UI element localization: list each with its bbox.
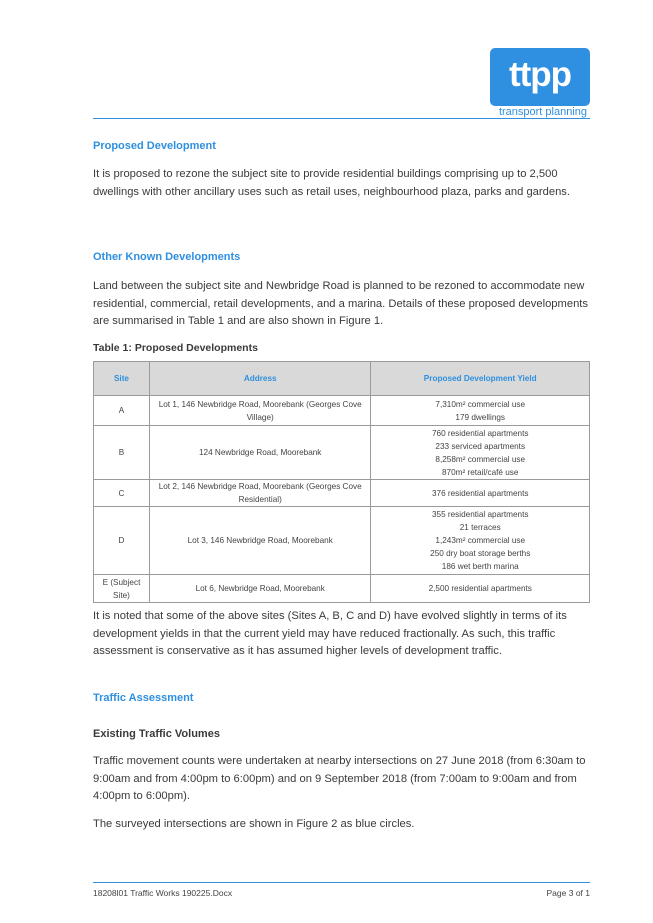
yield-line: 376 residential apartments bbox=[431, 488, 529, 498]
cell-yield bbox=[371, 396, 590, 426]
table-header-row bbox=[94, 362, 590, 396]
header-yield: Proposed Development Yield bbox=[371, 362, 590, 396]
cell-site: D bbox=[94, 507, 150, 575]
ttpp-logo: ttpp bbox=[490, 48, 590, 106]
yield-line: 355 residential apartments bbox=[431, 510, 529, 519]
header-address: Address bbox=[149, 362, 371, 396]
table-caption: Table 1: Proposed Developments bbox=[93, 342, 258, 354]
yield-line: 1,243m² commercial use bbox=[435, 536, 526, 545]
cell-yield bbox=[371, 507, 590, 575]
table-row bbox=[94, 575, 590, 603]
footer-divider bbox=[93, 882, 590, 883]
yield-line: 250 dry boat storage berths bbox=[430, 549, 531, 558]
cell-site: E (Subject Site) bbox=[94, 575, 150, 603]
para-traffic-counts: Traffic movement counts were undertaken at nearby intersections on 27 June 2018 (from 6:30am to 9:00am and from 4:00pm to 6:00pm) and on 9 September 2018 (from 7:00am to 9:00am and from 4:00pm to 6:00pm). bbox=[93, 755, 586, 802]
para-yield-note: It is noted that some of the above sites (Sites A, B, C and D) have evolved slightly in terms of its development yields in that the current yield may have reduced fractionally. As such, this traffic assessment is conservative as it has assumed higher levels of development traffic. bbox=[93, 610, 567, 657]
cell-address: Lot 1, 146 Newbridge Road, Moorebank (Georges Cove Village) bbox=[149, 396, 371, 426]
table-row bbox=[94, 507, 590, 575]
heading-traffic-assessment: Traffic Assessment bbox=[93, 692, 194, 704]
yield-line: 179 dwellings bbox=[455, 412, 506, 422]
table-row bbox=[94, 396, 590, 426]
cell-address: Lot 6, Newbridge Road, Moorebank bbox=[149, 575, 371, 603]
para-surveyed-intersections: The surveyed intersections are shown in Figure 2 as blue circles. bbox=[93, 818, 415, 830]
cell-site: A bbox=[94, 396, 150, 426]
header-divider bbox=[93, 118, 590, 119]
cell-address: Lot 2, 146 Newbridge Road, Moorebank (Georges Cove Residential) bbox=[149, 480, 371, 507]
yield-line: 21 terraces bbox=[459, 523, 501, 532]
yield-line: 2,500 residential apartments bbox=[428, 584, 532, 593]
logo-tagline: transport planning bbox=[498, 106, 587, 118]
heading-proposed-development: Proposed Development bbox=[93, 140, 216, 152]
yield-line: 870m² retail/café use bbox=[441, 467, 519, 477]
footer-filename: 18208l01 Traffic Works 190225.Docx bbox=[93, 888, 233, 898]
footer-page-number: Page 3 of 1 bbox=[546, 888, 590, 898]
table-row bbox=[94, 426, 590, 480]
yield-line: 7,310m² commercial use bbox=[435, 399, 526, 409]
cell-address: Lot 3, 146 Newbridge Road, Moorebank bbox=[149, 507, 371, 575]
table-row bbox=[94, 480, 590, 507]
cell-yield bbox=[371, 426, 590, 480]
cell-site: C bbox=[94, 480, 150, 507]
yield-line: 760 residential apartments bbox=[431, 428, 529, 438]
yield-line: 8,258m² commercial use bbox=[435, 454, 526, 464]
header-site: Site bbox=[94, 362, 150, 396]
cell-address: 124 Newbridge Road, Moorebank bbox=[149, 426, 371, 480]
cell-site: B bbox=[94, 426, 150, 480]
cell-yield bbox=[371, 575, 590, 603]
yield-line: 233 serviced apartments bbox=[435, 441, 526, 451]
yield-line: 186 wet berth marina bbox=[441, 562, 519, 571]
heading-existing-traffic-volumes: Existing Traffic Volumes bbox=[93, 728, 220, 740]
heading-other-developments: Other Known Developments bbox=[93, 251, 241, 263]
developments-table bbox=[93, 361, 590, 603]
cell-yield bbox=[371, 480, 590, 507]
para-proposed-development: It is proposed to rezone the subject site to provide residential buildings comprising up to 2,500 dwellings with other ancillary uses such as retail uses, neighbourhood plaza, parks and gardens. bbox=[93, 168, 570, 198]
para-other-developments: Land between the subject site and Newbridge Road is planned to be rezoned to accommodate new residential, commercial, retail developments, and a marina. Details of these proposed developments are summarised in Table 1 and are also shown in Figure 1. bbox=[93, 280, 588, 327]
